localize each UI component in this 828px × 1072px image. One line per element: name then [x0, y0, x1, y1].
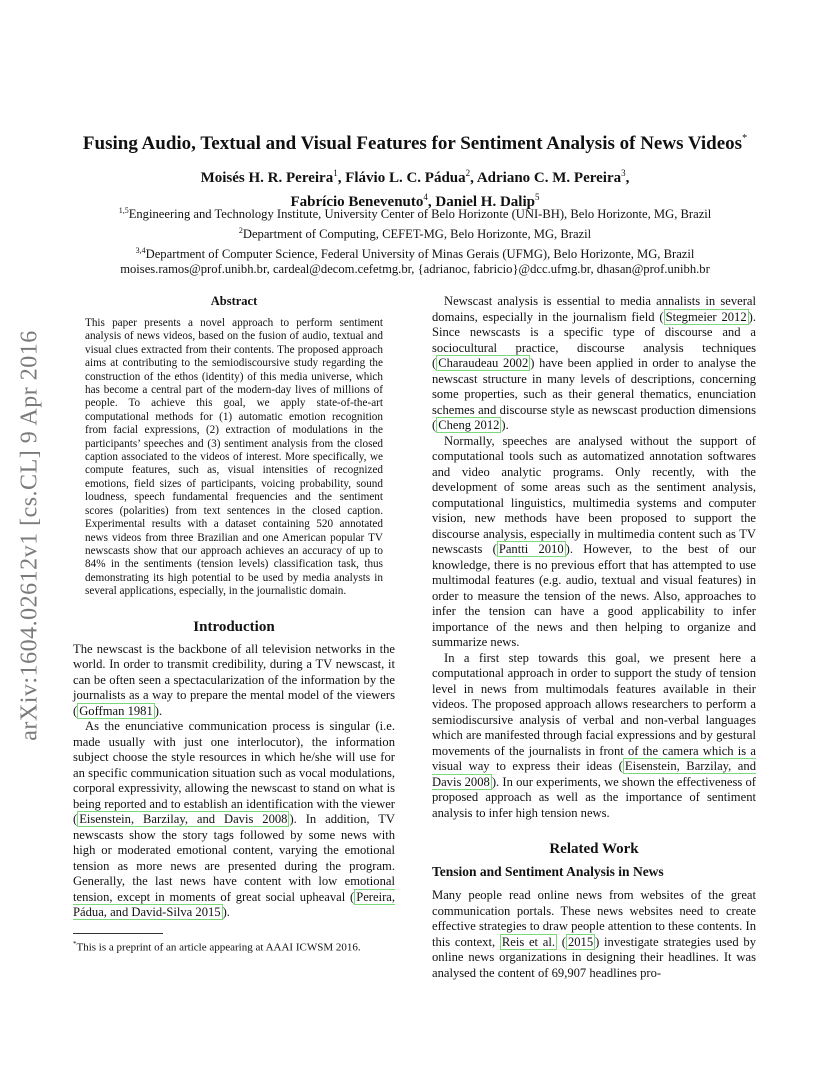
author-name: Fabrício Benevenuto — [290, 194, 424, 210]
footnote: *This is a preprint of an article appearing at AAAI ICWSM 2016. — [73, 940, 361, 954]
citation-link[interactable]: Pereira, Pádua, and David-Silva 2015 — [73, 889, 395, 920]
abstract-body: This paper presents a novel approach to perform sentiment analysis of news videos, based on the fusion of audio, textual and visual clues extracted from their contents. The proposed approach aims at contributing to the semiodiscoursive study regarding the construction of the ethos (identity) of this media universe, which has become a central part of the modern-day lives of millions of people. To achieve this goal, we apply state-of-the-art computational methods for (1) automatic emotion recognition from facial expressions, (2) extraction of modulations in the participants’ speeches and (3) sentiment analysis from the closed caption associated to the videos of interest. More specifically, we compute features, such as, visual intensities of recognized emotions, field sizes of participants, voicing probability, sound loudness, speech fundamental frequencies and the sentiment scores (polarities) from text sentences in the closed caption. Experimental results with a dataset containing 520 annotated news videos from three Brazilian and one American popular TV newscasts show that our approach achieves an accuracy of up to 84% in the sentiments (tension levels) classification task, thus demonstrating its high potential to be used by media analysts in several applications, especially, in the journalistic domain. — [85, 317, 383, 598]
arxiv-stamp: arXiv:1604.02612v1 [cs.CL] 9 Apr 2016 — [16, 329, 43, 741]
left-column — [73, 294, 395, 921]
citation-link[interactable]: Charaudeau 2002 — [438, 356, 529, 370]
citation-link[interactable]: Pantti 2010 — [498, 542, 564, 556]
affiliations — [60, 203, 770, 278]
right-column — [432, 294, 756, 981]
citation-link[interactable]: Stegmeier 2012 — [665, 309, 747, 324]
intro-paragraph-2: As the enunciative communication process is singular (i.e. made usually with just one interlocutor), the information subject choose the style resources in which he/she will use for an specific communication situation such as vocal modulations, corporal expressivity, allowing the newscast to stand on what is being reported and to establish an identification with the viewer ( Eisenstein, Barzilay, and Davis 2008 ). In addition, TV newscasts show the story tags followed by some news with high or moderated emotional content, varying the emotional tension as more news are presented during the program. Generally, the last news have content with low emotional tension, except in moments of great social upheaval ( Pereira, Pádua, and David-Silva 2015 ). — [73, 719, 395, 920]
citation-link[interactable]: Goffman 1981 — [79, 703, 153, 718]
paper-title: Fusing Audio, Textual and Visual Features for Sentiment Analysis of News Videos* — [82, 133, 748, 154]
citation-link[interactable]: Reis et al. — [501, 934, 556, 949]
intro-paragraph-1: The newscast is the backbone of all television networks in the world. In order to transmit credibility, during a TV newscast, it can be often seen a spectacularization of the information by the journalists as a way to prepare the mental model of the viewers ( Goffman 1981 ). — [73, 641, 395, 718]
related-work-heading: Related Work — [549, 841, 639, 857]
abstract-heading: Abstract — [210, 294, 258, 308]
right-paragraph-4: Many people read online news from websites of the great communication portals. These news websites need to create effective strategies to draw people attention to these contents. In this context, Reis et al. ( 2015 ) investigate strategies used by online news organizations in designing their headlines. It was analysed the content of 69,907 headlines pro- — [432, 888, 756, 980]
right-paragraph-2: Normally, speeches are analysed without the support of computational tools such as automatized annotation softwares and video analytic programs. Only recently, with the development of some areas such as the sentiment analysis, computational linguistics, multimedia systems and computer vision, new methods have been proposed to support the discourse analysis, especially in multimedia content such as TV newscasts ( Pantti 2010 ). However, to the best of our knowledge, there is no previous effort that has attempted to use multimodal features (e.g. audio, textual and visual features) in order to measure the tension of the news. Also, approaches to infer the tension can have a good applicability to infer importance of the news and then helping to organize and summarize news. — [432, 433, 756, 649]
author-name: Adriano C. M. Pereira — [476, 170, 622, 186]
author-name: Daniel H. Dalip — [435, 194, 535, 210]
right-paragraph-3: In a first step towards this goal, we present here a computational approach in order to support the study of tension level in news from multimodals features available in their videos. The proposed approach allows researchers to perform a semiodiscursive analysis of verbal and non-verbal languages which are manifested through facial expressions and by gestural movements of the journalists in front of the camera which is a visual way to express their ideas ( Eisenstein, Barzilay, and Davis 2008 ). In our experiments, we shown the effectiveness of proposed approach as well as the importance of sentiment analysis to infer high tension news. — [432, 650, 756, 820]
footnote-rule — [73, 933, 163, 934]
introduction-heading: Introduction — [193, 618, 275, 635]
affiliation-line: $^{1,5}$Engineering and Technology Institute, University Center of Belo Horizonte (UNI-BH), Belo Horizonte, MG, Brazil — [118, 206, 712, 222]
author-list: Moisés H. R. Pereira$^1$, Flávio L. C. Pádua$^2$, Adriano C. M. Pereira$^3$, Fabrício Benevenuto$^4$, Daniel H. Dalip$^5$ — [200, 168, 630, 210]
author-emails: moises.ramos@prof.unibh.br, cardeal@decom.cefetmg.br, {adrianoc, fabricio}@dcc.ufmg.br, dhasan@prof.unibh.br — [120, 262, 710, 277]
right-paragraph-1: Newscast analysis is essential to media annalists in several domains, especially in the journalism field ( Stegmeier 2012 ). Since newscasts is a specific type of discourse and a sociocultural practice, discourse analysis techniques ( Charaudeau 2002 ) have been applied in order to analyse the newscast structure in many levels of descriptions, concerning some properties, such as their general thematics, enunciation schemes and discourse style as newscast production dimensions ( Cheng 2012 ). — [432, 294, 757, 432]
subsection-heading: Tension and Sentiment Analysis in News — [432, 864, 664, 879]
citation-link[interactable]: Eisenstein, Barzilay, and Davis 2008 — [79, 812, 288, 827]
citation-link[interactable]: Cheng 2012 — [438, 418, 500, 432]
affiliation-line: $^2$Department of Computing, CEFET-MG, Belo Horizonte, MG, Brazil — [238, 225, 592, 241]
author-name: Moisés H. R. Pereira — [200, 170, 334, 186]
author-name: Flávio L. C. Pádua — [345, 170, 466, 186]
citation-link[interactable]: 2015 — [567, 934, 594, 949]
affiliation-line: $^{3,4}$Department of Computer Science, Federal University of Minas Gerais (UFMG), Belo Horizonte, MG, Brazil — [135, 245, 695, 261]
citation-link[interactable]: Eisenstein, Barzilay, and Davis 2008 — [432, 759, 756, 789]
